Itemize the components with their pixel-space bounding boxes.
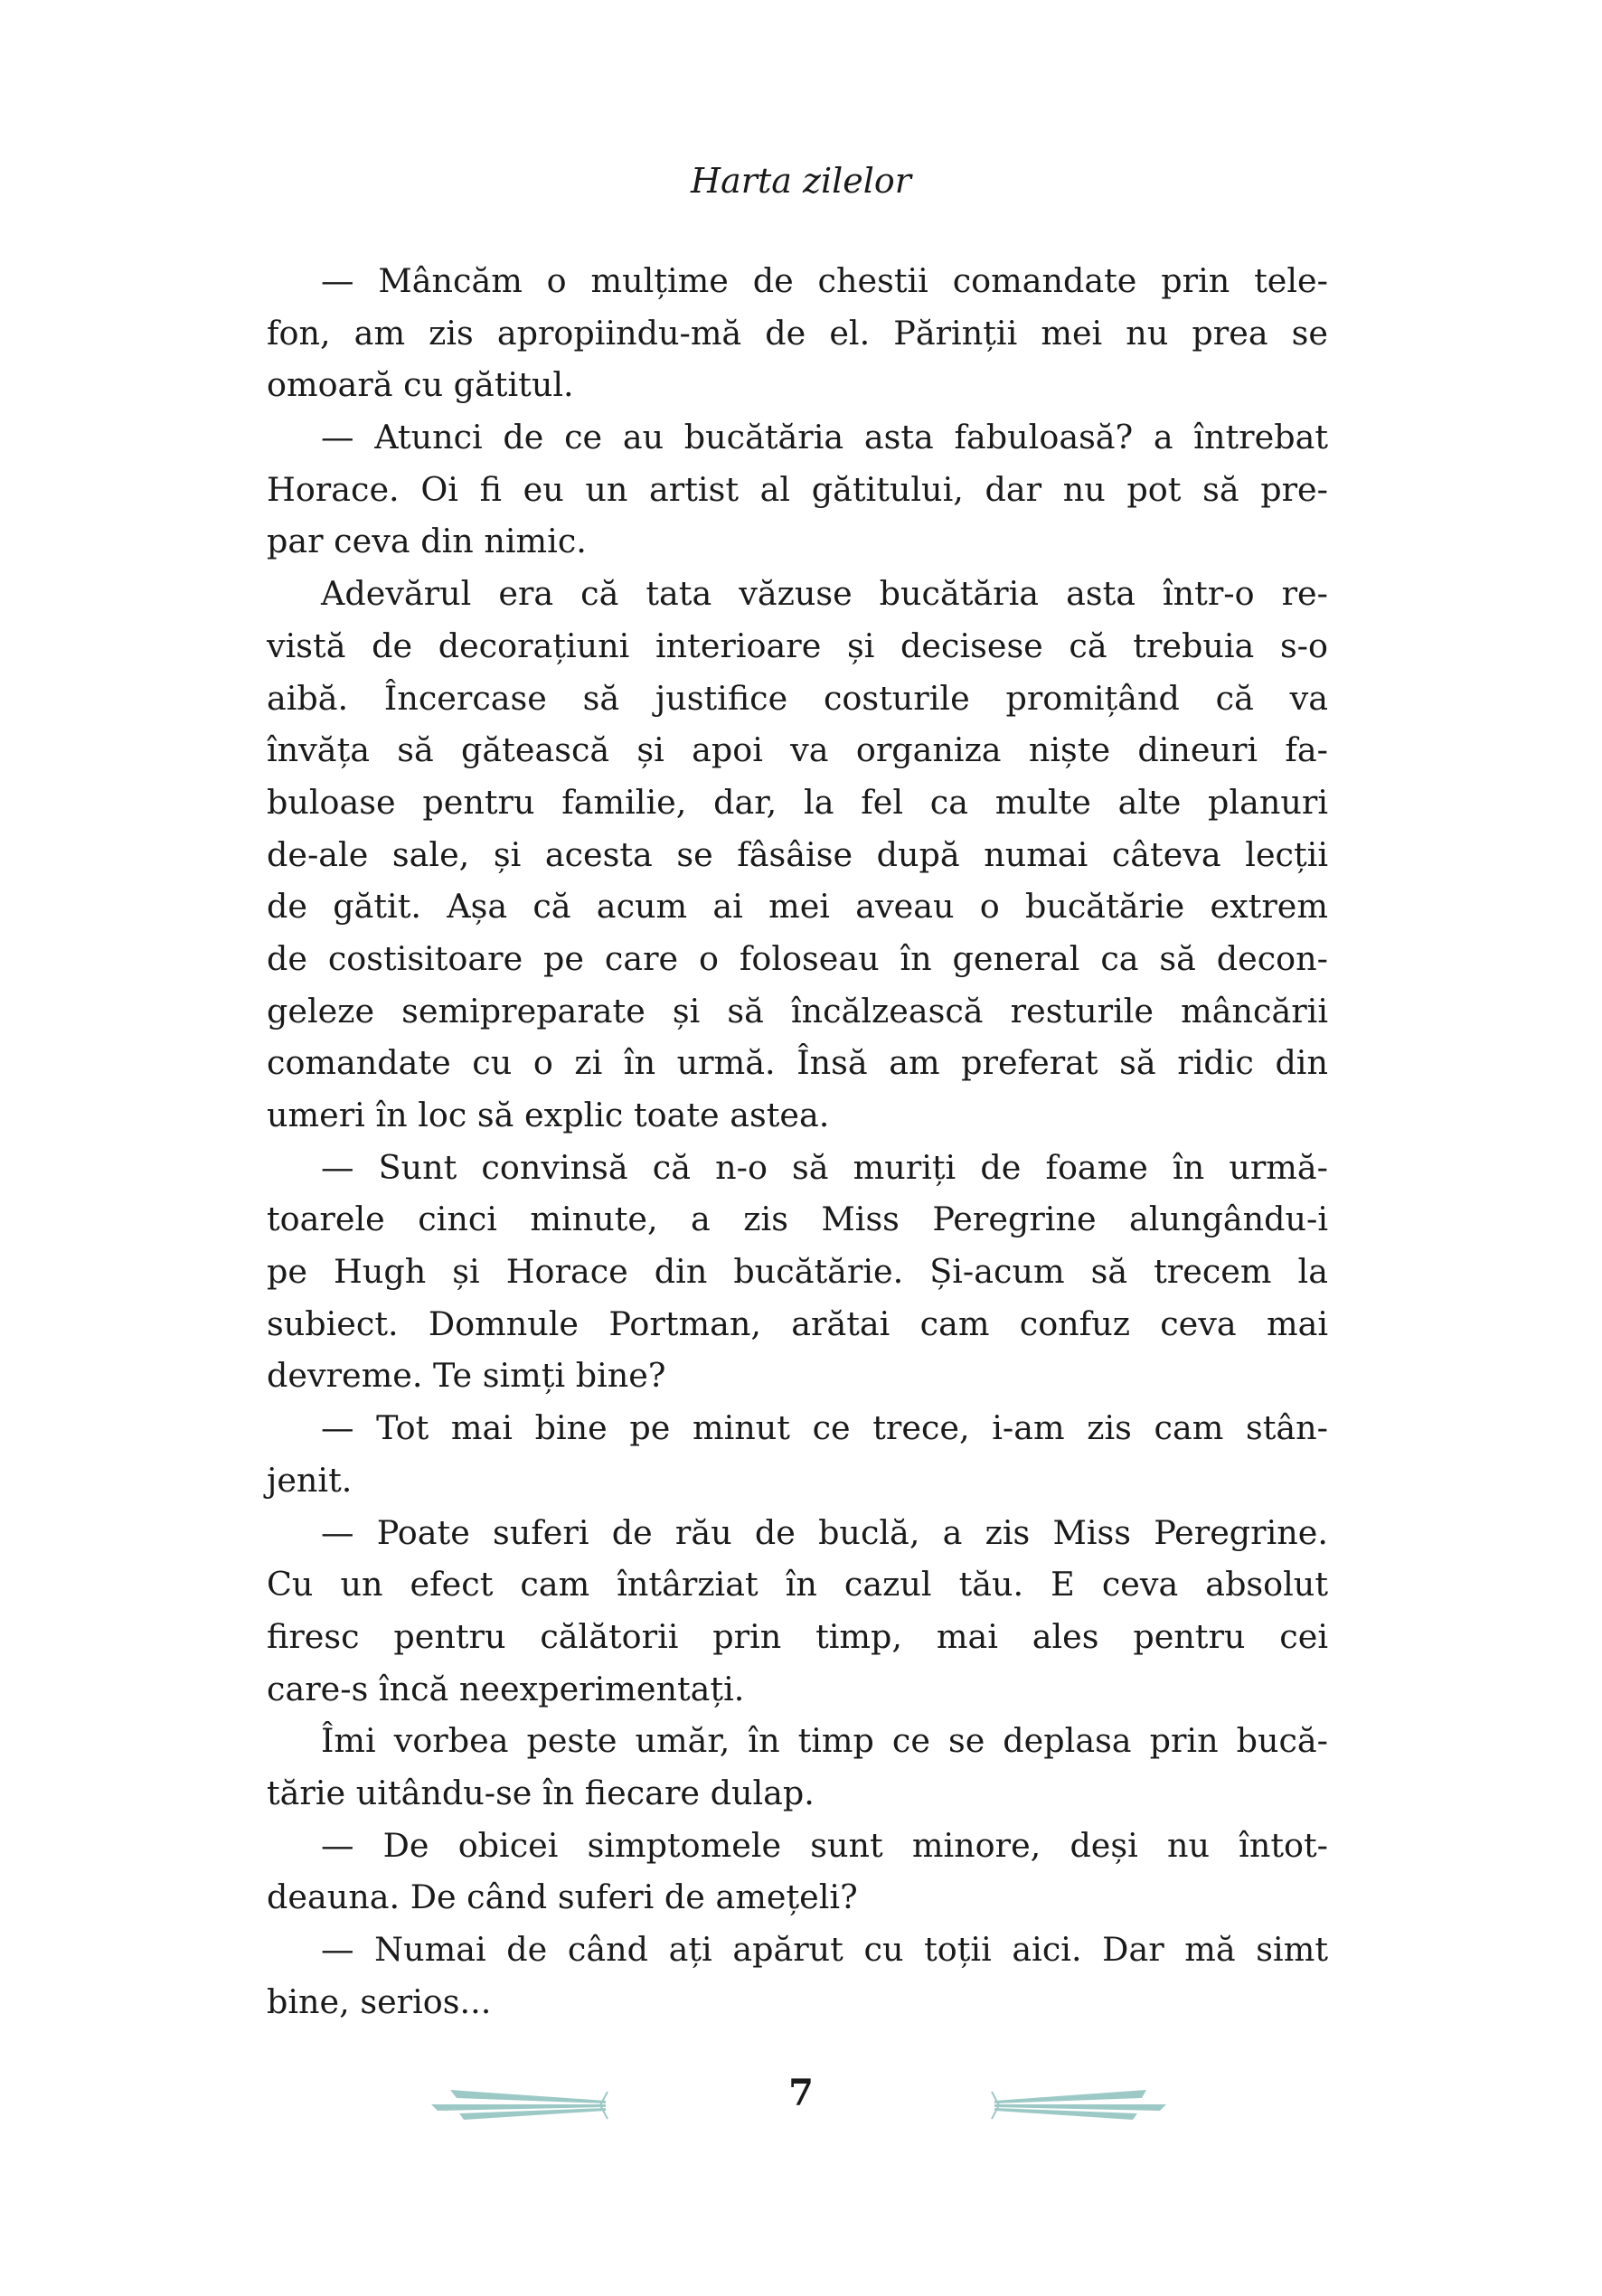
text-line: vistă de decorațiuni interioare și decisese că trebuia s-o xyxy=(267,626,1328,665)
text-line: de costisitoare pe care o foloseau în general ca să decon- xyxy=(267,938,1328,978)
text-line: umeri în loc să explic toate astea. xyxy=(267,1096,830,1134)
text-line: bine, serios... xyxy=(267,1981,492,2021)
text-line: geleze semipreparate și să încălzească resturile mâncării xyxy=(267,991,1328,1030)
text-line: par ceva din nimic. xyxy=(267,522,587,561)
text-line: — Numai de când ați apărut cu toții aici. Dar mă simt xyxy=(321,1930,1328,1969)
text-line: aibă. Încercase să justifice costurile promițând că va xyxy=(267,678,1328,718)
paragraph xyxy=(267,1142,1328,1402)
text-line: toarele cinci minute, a zis Miss Peregrine alungându-i xyxy=(267,1200,1328,1239)
text-line: deauna. De când suferi de amețeli? xyxy=(267,1877,858,1917)
text-line: jenit. xyxy=(267,1460,353,1500)
text-line: de-ale sale, și acesta se fâsâise după numai câteva lecții xyxy=(267,834,1328,874)
text-line: de gătit. Așa că acum ai mei aveau o bucătărie extrem xyxy=(267,887,1328,927)
text-line: — Sunt convinsă că n-o să muriți de foame în urmă- xyxy=(321,1147,1328,1187)
paragraph xyxy=(267,1507,1328,1716)
text-line: Horace. Oi fi eu un artist al gătitului, dar nu pot să pre- xyxy=(267,469,1328,509)
text-line: Cu un efect cam întârziat în cazul tău. E ceva absolut xyxy=(267,1565,1328,1604)
running-header: Harta zilelor xyxy=(691,161,911,201)
paragraph xyxy=(267,1820,1328,1924)
text-line: — Atunci de ce au bucătăria asta fabuloasă? a întrebat xyxy=(321,418,1328,457)
body-text xyxy=(267,255,1328,2028)
text-line: buloase pentru familie, dar, la fel ca multe alte planuri xyxy=(267,782,1328,822)
paragraph xyxy=(267,255,1328,411)
text-line: Adevărul era că tata văzuse bucătăria asta într-o re- xyxy=(321,574,1328,614)
text-line: Îmi vorbea peste umăr, în timp ce se deplasa prin bucă- xyxy=(321,1721,1328,1761)
text-line: firesc pentru călătorii prin timp, mai ales pentru cei xyxy=(267,1616,1328,1656)
text-line: omoară cu gătitul. xyxy=(267,365,574,405)
text-line: fon, am zis apropiindu-mă de el. Părinții mei nu prea se xyxy=(267,313,1328,353)
paragraph xyxy=(267,411,1328,568)
paragraph xyxy=(267,568,1328,1142)
text-line: — Tot mai bine pe minut ce trece, i-am zis cam stân- xyxy=(321,1408,1328,1448)
text-line: devreme. Te simți bine? xyxy=(267,1356,666,1396)
text-line: care-s încă neexperimentați. xyxy=(267,1669,745,1708)
text-line: pe Hugh și Horace din bucătărie. Și-acum să trecem la xyxy=(267,1252,1328,1292)
text-line: — Poate suferi de rău de buclă, a zis Miss Peregrine. xyxy=(321,1512,1328,1552)
paragraph xyxy=(267,1715,1328,1819)
page-number: 7 xyxy=(788,2072,814,2114)
text-line: — Mâncăm o mulțime de chestii comandate prin tele- xyxy=(321,261,1328,300)
text-line: comandate cu o zi în urmă. Însă am preferat să ridic din xyxy=(267,1043,1328,1083)
text-line: tărie uitându-se în fiecare dulap. xyxy=(267,1773,815,1812)
paragraph xyxy=(267,1924,1328,2028)
text-line: — De obicei simptomele sunt minore, deși nu întot- xyxy=(321,1825,1328,1865)
paragraph xyxy=(267,1402,1328,1506)
text-line: subiect. Domnule Portman, arătai cam confuz ceva mai xyxy=(267,1303,1328,1343)
text-line: învăța să gătească și apoi va organiza niște dineuri fa- xyxy=(267,730,1328,770)
